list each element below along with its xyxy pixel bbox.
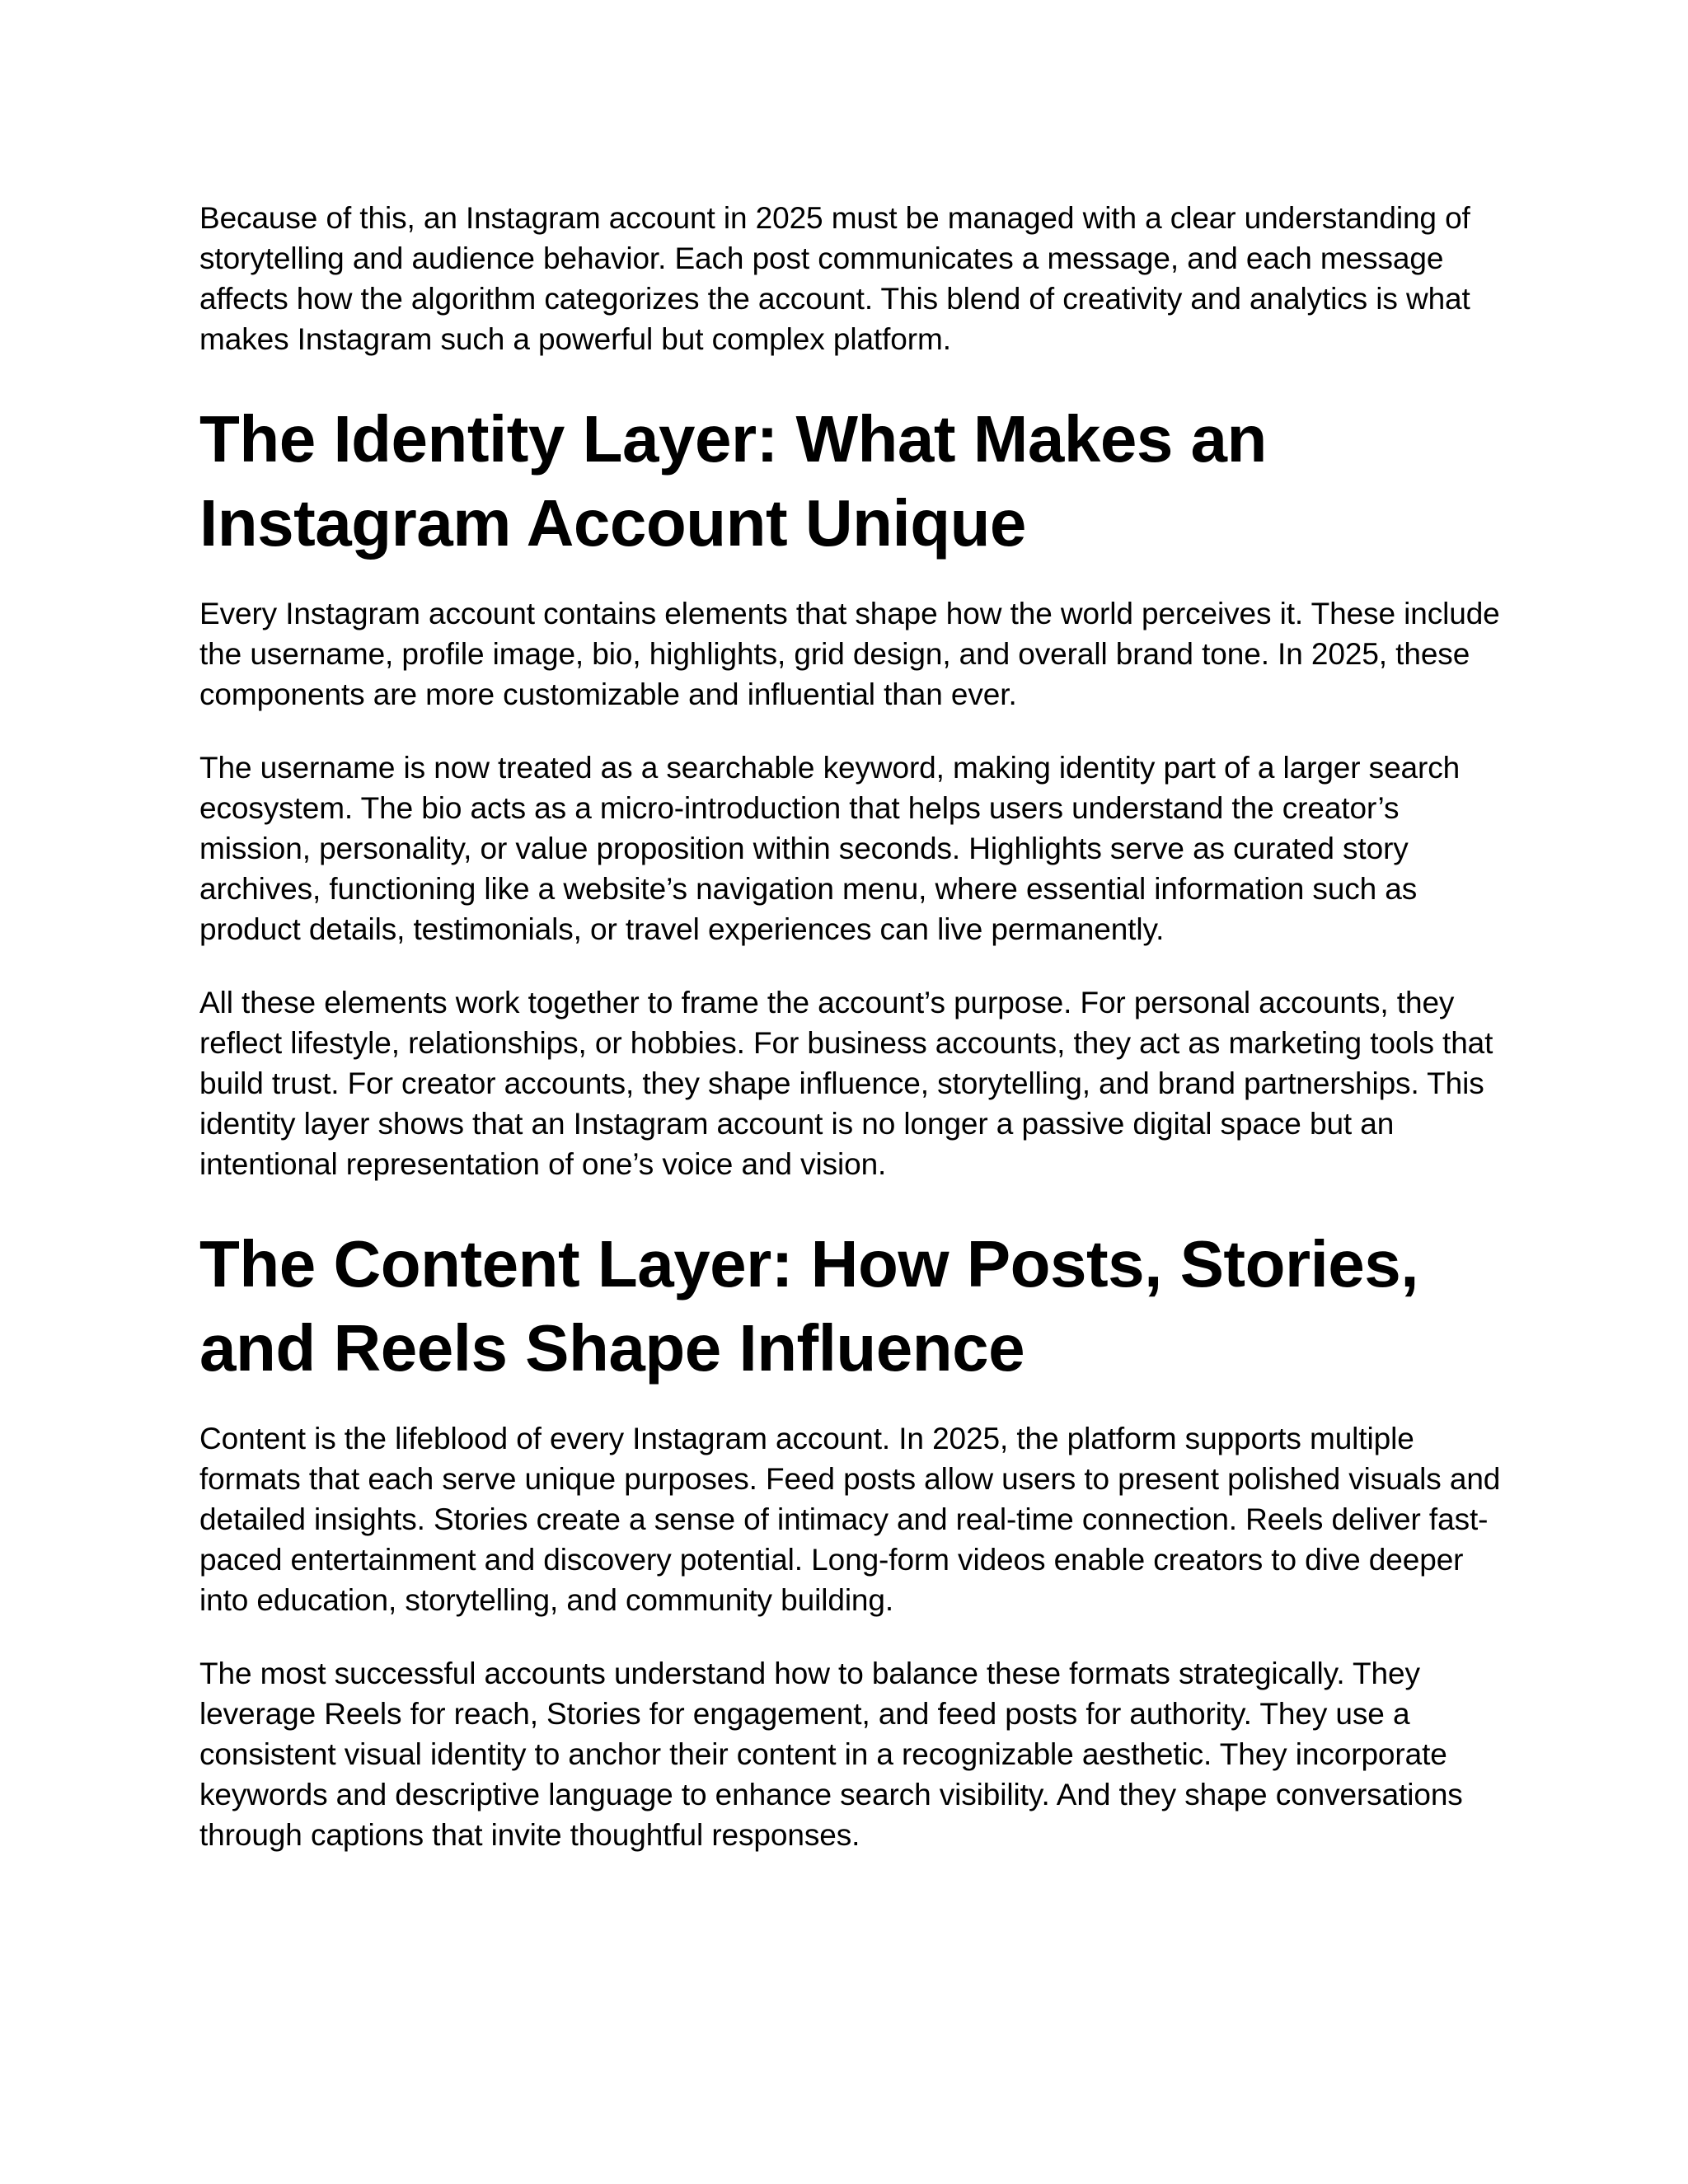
- identity-paragraph-2: The username is now treated as a searchable keyword, making identity part of a larger search ecosystem. The bio acts as a micro-introduction that helps users understand the creator’s mission, personality, or value proposition within seconds. Highlights serve as curated story archives, functioning like a website’s navigation menu, where essential information such as product details, testimonials, or travel experiences can live permanently.: [199, 751, 1461, 946]
- identity-paragraph-1: Every Instagram account contains elements that shape how the world perceives it. These include the username, profile image, bio, highlights, grid design, and overall brand tone. In 2025, these components are more customizable and influential than ever.: [199, 597, 1500, 711]
- section-heading-content-layer: The Content Layer: How Posts, Stories, and Reels Shape Influence: [199, 1227, 1419, 1385]
- section-heading-identity-layer: The Identity Layer: What Makes an Instagram Account Unique: [199, 402, 1267, 560]
- content-paragraph-2: The most successful accounts understand how to balance these formats strategically. They leverage Reels for reach, Stories for engagement, and feed posts for authority. They use a consistent visual identity to anchor their content in a recognizable aesthetic. They incorporate keywords and descriptive language to enhance search visibility. And they shape conversations through captions that invite thoughtful responses.: [199, 1657, 1463, 1852]
- content-paragraph-1: Content is the lifeblood of every Instagram account. In 2025, the platform supports multiple formats that each serve unique purposes. Feed posts allow users to present polished visuals and detailed insights. Stories create a sense of intimacy and real-time connection. Reels deliver fast-paced entertainment and discovery potential. Long-form videos enable creators to dive deeper into education, storytelling, and community building.: [199, 1422, 1501, 1617]
- intro-paragraph: Because of this, an Instagram account in 2025 must be managed with a clear understanding of storytelling and audience behavior. Each post communicates a message, and each message affects how the algorithm categorizes the account. This blend of creativity and analytics is what makes Instagram such a powerful but complex platform.: [199, 201, 1470, 356]
- document-body: [199, 198, 1502, 1888]
- identity-paragraph-3: All these elements work together to frame the account’s purpose. For personal accounts, they reflect lifestyle, relationships, or hobbies. For business accounts, they act as marketing tools that build trust. For creator accounts, they shape influence, storytelling, and brand partnerships. This identity layer shows that an Instagram account is no longer a passive digital space but an intentional representation of one’s voice and vision.: [199, 986, 1493, 1181]
